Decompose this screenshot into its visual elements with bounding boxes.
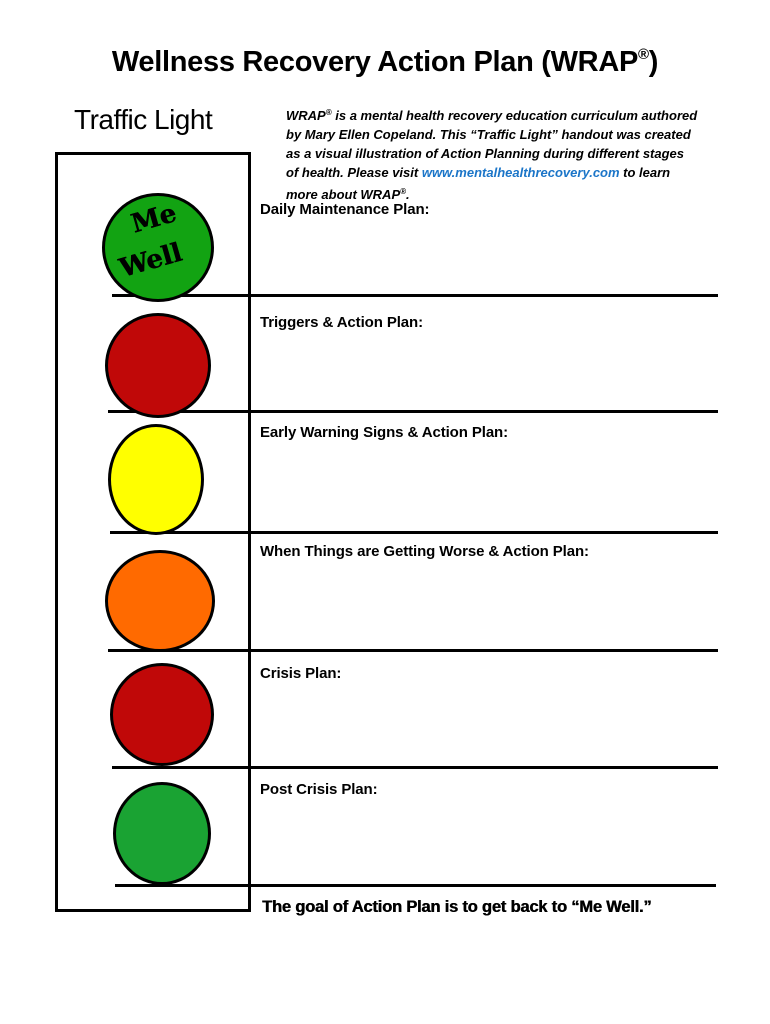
goal-statement: The goal of Action Plan is to get back to “Me Well.” — [262, 898, 652, 916]
red-light-crisis-icon — [110, 663, 214, 766]
divider-line-daily-maintenance — [112, 294, 718, 297]
registered-trademark-symbol: ® — [325, 108, 332, 117]
divider-line-early-warning — [110, 531, 718, 534]
registered-trademark-symbol: ® — [400, 187, 407, 196]
intro-paragraph — [286, 103, 698, 204]
intro-period: . — [406, 187, 410, 202]
me-well-label-bottom: Well — [116, 237, 186, 285]
divider-line-crisis — [112, 766, 718, 769]
green-light-post-crisis-icon — [113, 782, 211, 885]
intro-wrap-word: WRAP — [286, 108, 326, 123]
page-title-close-paren: ) — [648, 46, 659, 78]
mentalhealthrecovery-link[interactable]: www.mentalhealthrecovery.com — [421, 165, 620, 180]
section-label-post-crisis: Post Crisis Plan: — [260, 781, 378, 798]
orange-light-getting-worse-icon — [105, 550, 215, 652]
divider-line-triggers — [108, 410, 718, 413]
divider-line-getting-worse — [108, 649, 718, 652]
traffic-light-heading: Traffic Light — [74, 104, 213, 135]
section-label-crisis: Crisis Plan: — [260, 665, 342, 682]
section-label-daily-maintenance: Daily Maintenance Plan: — [260, 201, 430, 218]
divider-line-post-crisis — [115, 884, 716, 887]
intro-after-link-text: to learn more about WRAP — [286, 165, 671, 202]
page-title — [0, 46, 770, 79]
green-light-me-well-icon — [102, 193, 214, 302]
yellow-light-early-warning-icon — [108, 424, 204, 535]
page-title-text: Wellness Recovery Action Plan (WRAP — [111, 46, 639, 78]
section-label-triggers: Triggers & Action Plan: — [260, 314, 424, 331]
section-label-early-warning: Early Warning Signs & Action Plan: — [260, 424, 509, 441]
section-label-getting-worse: When Things are Getting Worse & Action Plan: — [260, 543, 589, 560]
registered-trademark-symbol: ® — [638, 46, 649, 63]
intro-body-text: is a mental health recovery education curriculum authored by Mary Ellen Copeland. This “Traffic Light” handout was created as a visual illustration of Action Planning during different stages of health. Please visit — [286, 108, 698, 180]
red-light-triggers-icon — [105, 313, 211, 418]
me-well-label-top: Me — [127, 198, 180, 240]
